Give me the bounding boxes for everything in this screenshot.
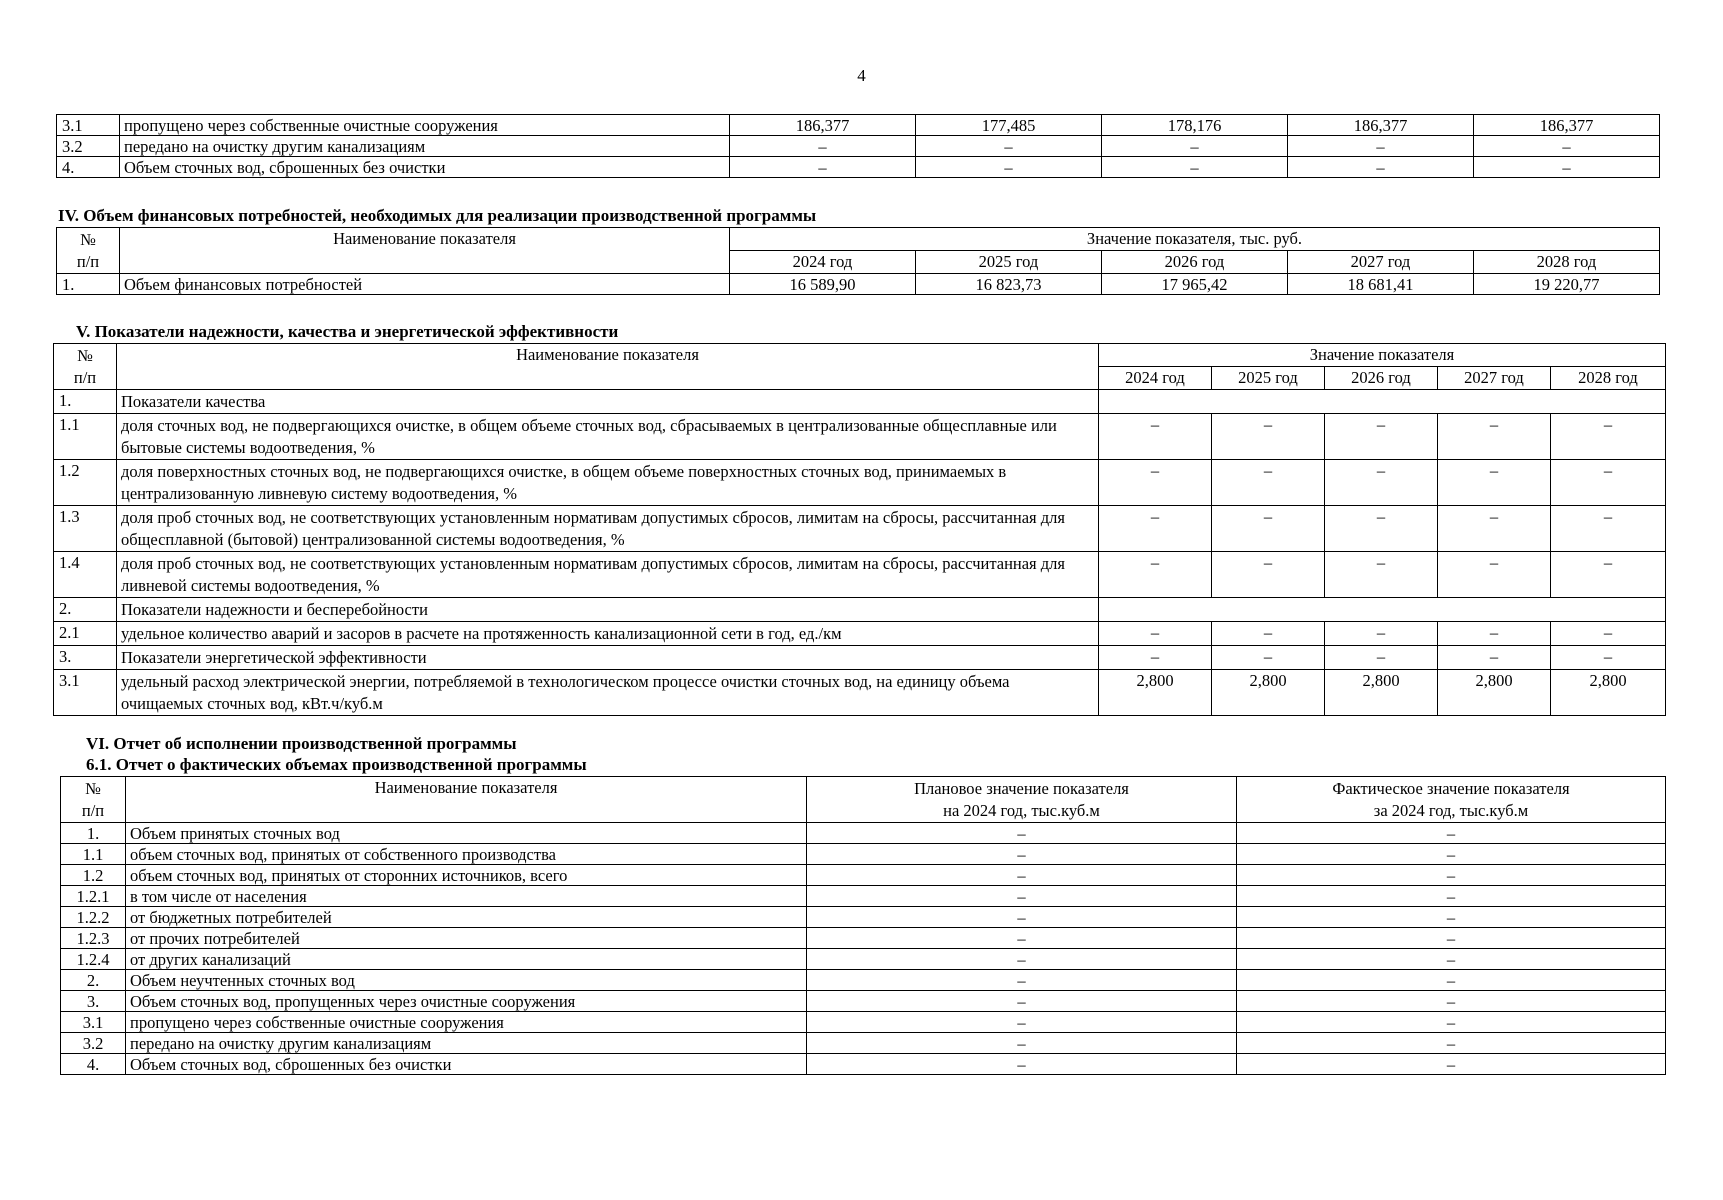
row-value: – [1551, 506, 1666, 552]
header-fact-line-2: за 2024 год, тыс.куб.м [1373, 801, 1529, 820]
year-header: 2028 год [1551, 367, 1666, 390]
header-name: Наименование показателя [117, 344, 1099, 390]
header-num-line-1: № [85, 779, 101, 798]
row-value: – [1438, 460, 1551, 506]
row-value: 2,800 [1551, 670, 1666, 716]
row-number: 1.2 [54, 460, 117, 506]
row-plan-value: – [807, 886, 1237, 907]
row-value: – [1438, 622, 1551, 646]
row-number: 1.2.4 [61, 949, 126, 970]
row-value: – [1474, 136, 1660, 157]
row-name: удельный расход электрической энергии, потребляемой в технологическом процессе очистки сточных вод, на единицу объема очищаемых сточных вод, кВт.ч/куб.м [117, 670, 1099, 716]
table-row [54, 506, 1666, 552]
year-header: 2026 год [1102, 251, 1288, 274]
section-6-1-subtitle: 6.1. Отчет о фактических объемах производственной программы [86, 755, 587, 774]
row-value: – [916, 136, 1102, 157]
row-number: 1.3 [54, 506, 117, 552]
row-value: – [1212, 646, 1325, 670]
row-name: Показатели энергетической эффективности [117, 646, 1099, 670]
row-plan-value: – [807, 865, 1237, 886]
row-value: – [1099, 622, 1212, 646]
row-number: 2. [61, 970, 126, 991]
row-name: Объем сточных вод, сброшенных без очистки [126, 1054, 807, 1075]
row-number: 3.2 [57, 136, 120, 157]
table-row [61, 991, 1666, 1012]
row-fact-value: – [1237, 1033, 1666, 1054]
table-row [61, 1012, 1666, 1033]
header-num-line-2: п/п [76, 252, 100, 271]
table-row [57, 136, 1660, 157]
header-fact [1237, 777, 1666, 823]
year-header: 2028 год [1474, 251, 1660, 274]
table-reliability-indicators [53, 343, 1666, 716]
row-value: 178,176 [1102, 115, 1288, 136]
row-name: пропущено через собственные очистные сооружения [126, 1012, 807, 1033]
row-number: 4. [57, 157, 120, 178]
header-plan-line-1: Плановое значение показателя [914, 779, 1129, 798]
row-value: 186,377 [730, 115, 916, 136]
row-value: – [1102, 157, 1288, 178]
row-value: 16 823,73 [916, 274, 1102, 295]
table-row [54, 552, 1666, 598]
row-number: 4. [61, 1054, 126, 1075]
year-header: 2024 год [1099, 367, 1212, 390]
row-value: – [916, 157, 1102, 178]
year-header: 2025 год [1212, 367, 1325, 390]
table-financial-needs [56, 227, 1660, 295]
row-plan-value: – [807, 844, 1237, 865]
year-header: 2025 год [916, 251, 1102, 274]
row-value: – [1099, 414, 1212, 460]
table-row [57, 157, 1660, 178]
table-row [61, 970, 1666, 991]
row-value: – [1438, 414, 1551, 460]
row-plan-value: – [807, 1033, 1237, 1054]
row-value: – [1212, 506, 1325, 552]
table-row [54, 460, 1666, 506]
row-value: – [1212, 552, 1325, 598]
row-value: – [1551, 552, 1666, 598]
header-num [61, 777, 126, 823]
table-row [54, 646, 1666, 670]
row-name: от других канализаций [126, 949, 807, 970]
row-fact-value: – [1237, 844, 1666, 865]
header-num [54, 344, 117, 390]
row-value: – [1325, 552, 1438, 598]
row-fact-value: – [1237, 991, 1666, 1012]
row-value: – [1474, 157, 1660, 178]
row-name: Объем сточных вод, сброшенных без очистки [120, 157, 730, 178]
row-fact-value: – [1237, 907, 1666, 928]
table-row [61, 823, 1666, 844]
row-number: 1.2.3 [61, 928, 126, 949]
row-plan-value: – [807, 1012, 1237, 1033]
row-name: Показатели надежности и бесперебойности [117, 598, 1099, 622]
table-row [61, 886, 1666, 907]
row-number: 2. [54, 598, 117, 622]
header-num [57, 228, 120, 274]
row-number: 1.2.2 [61, 907, 126, 928]
row-number: 1.1 [54, 414, 117, 460]
row-value: – [1438, 506, 1551, 552]
row-name: доля поверхностных сточных вод, не подвергающихся очистке, в общем объеме поверхностных сточных вод, принимаемых в централизованную ливневую систему водоотведения, % [117, 460, 1099, 506]
row-name: передано на очистку другим канализациям [120, 136, 730, 157]
row-name: доля проб сточных вод, не соответствующих установленным нормативам допустимых сбросов, лимитам на сбросы, рассчитанная для ливневой системы водоотведения, % [117, 552, 1099, 598]
table-row [57, 115, 1660, 136]
row-value: – [1438, 646, 1551, 670]
row-name: удельное количество аварий и засоров в расчете на протяженность канализационной сети в год, ед./км [117, 622, 1099, 646]
row-name: Показатели качества [117, 390, 1099, 414]
row-fact-value: – [1237, 865, 1666, 886]
table-row [54, 622, 1666, 646]
row-fact-value: – [1237, 949, 1666, 970]
header-value: Значение показателя [1099, 344, 1666, 367]
row-value: – [1102, 136, 1288, 157]
row-number: 3. [54, 646, 117, 670]
row-fact-value: – [1237, 1054, 1666, 1075]
row-value: – [1212, 460, 1325, 506]
row-number: 3.1 [57, 115, 120, 136]
header-num-line-1: № [77, 346, 93, 365]
row-number: 1.2.1 [61, 886, 126, 907]
header-num-line-2: п/п [73, 368, 97, 387]
row-number: 1. [54, 390, 117, 414]
row-value: – [1288, 136, 1474, 157]
table-row [54, 414, 1666, 460]
row-number: 1.2 [61, 865, 126, 886]
section-5-title: V. Показатели надежности, качества и энергетической эффективности [76, 322, 619, 341]
row-name: объем сточных вод, принятых от собственного производства [126, 844, 807, 865]
row-value: 2,800 [1212, 670, 1325, 716]
table-row [61, 844, 1666, 865]
row-number: 1.4 [54, 552, 117, 598]
row-number: 1. [61, 823, 126, 844]
row-value: 186,377 [1474, 115, 1660, 136]
row-value: – [730, 136, 916, 157]
row-value: 2,800 [1438, 670, 1551, 716]
year-header: 2024 год [730, 251, 916, 274]
table-row [54, 670, 1666, 716]
row-value: 2,800 [1099, 670, 1212, 716]
table-row [61, 865, 1666, 886]
row-number: 1. [57, 274, 120, 295]
table-row [57, 274, 1660, 295]
row-value: 186,377 [1288, 115, 1474, 136]
row-fact-value: – [1237, 928, 1666, 949]
row-value: 16 589,90 [730, 274, 916, 295]
table-row [61, 928, 1666, 949]
row-number: 3.1 [54, 670, 117, 716]
row-value: – [1099, 460, 1212, 506]
row-number: 3. [61, 991, 126, 1012]
header-name: Наименование показателя [126, 777, 807, 823]
row-number: 2.1 [54, 622, 117, 646]
row-name: от прочих потребителей [126, 928, 807, 949]
row-name: пропущено через собственные очистные сооружения [120, 115, 730, 136]
page-number: 4 [857, 66, 866, 85]
row-name: от бюджетных потребителей [126, 907, 807, 928]
row-value: – [1325, 460, 1438, 506]
row-value-empty [1099, 390, 1666, 414]
row-plan-value: – [807, 970, 1237, 991]
row-name: доля проб сточных вод, не соответствующих установленным нормативам допустимых сбросов, лимитам на сбросы, рассчитанная для общесплавной (бытовой) централизованной системы водоотведения, % [117, 506, 1099, 552]
row-name: Объем неучтенных сточных вод [126, 970, 807, 991]
row-fact-value: – [1237, 823, 1666, 844]
row-value: 18 681,41 [1288, 274, 1474, 295]
header-fact-line-1: Фактическое значение показателя [1332, 779, 1570, 798]
year-header: 2026 год [1325, 367, 1438, 390]
row-value: 19 220,77 [1474, 274, 1660, 295]
header-name: Наименование показателя [120, 228, 730, 274]
row-name: доля сточных вод, не подвергающихся очистке, в общем объеме сточных вод, сбрасываемых в централизованные общесплавные или бытовые системы водоотведения, % [117, 414, 1099, 460]
row-value: – [1099, 506, 1212, 552]
header-num-line-2: п/п [81, 801, 105, 820]
year-header: 2027 год [1438, 367, 1551, 390]
row-fact-value: – [1237, 1012, 1666, 1033]
row-number: 3.1 [61, 1012, 126, 1033]
row-value: 2,800 [1325, 670, 1438, 716]
table-row [61, 949, 1666, 970]
row-name: в том числе от населения [126, 886, 807, 907]
row-value: – [1325, 414, 1438, 460]
row-value: – [1099, 646, 1212, 670]
row-value: 177,485 [916, 115, 1102, 136]
header-plan [807, 777, 1237, 823]
row-value: – [1438, 552, 1551, 598]
header-plan-line-2: на 2024 год, тыс.куб.м [943, 801, 1100, 820]
year-header: 2027 год [1288, 251, 1474, 274]
row-plan-value: – [807, 1054, 1237, 1075]
row-value: – [1551, 646, 1666, 670]
table-production-report [60, 776, 1666, 1075]
row-value: – [1551, 414, 1666, 460]
row-name: объем сточных вод, принятых от сторонних источников, всего [126, 865, 807, 886]
row-value: – [1551, 622, 1666, 646]
table-row [61, 1054, 1666, 1075]
row-plan-value: – [807, 907, 1237, 928]
row-value: 17 965,42 [1102, 274, 1288, 295]
row-value: – [1212, 414, 1325, 460]
row-fact-value: – [1237, 970, 1666, 991]
row-value: – [1551, 460, 1666, 506]
row-plan-value: – [807, 928, 1237, 949]
table-top-continuation [56, 114, 1660, 178]
table-row [61, 907, 1666, 928]
row-value-empty [1099, 598, 1666, 622]
table-row [61, 1033, 1666, 1054]
row-value: – [1325, 506, 1438, 552]
header-num-line-1: № [80, 230, 96, 249]
row-number: 1.1 [61, 844, 126, 865]
row-name: передано на очистку другим канализациям [126, 1033, 807, 1054]
section-6-title: VI. Отчет об исполнении производственной программы [86, 734, 517, 753]
row-number: 3.2 [61, 1033, 126, 1054]
row-plan-value: – [807, 991, 1237, 1012]
row-plan-value: – [807, 823, 1237, 844]
row-name: Объем сточных вод, пропущенных через очистные сооружения [126, 991, 807, 1012]
row-plan-value: – [807, 949, 1237, 970]
row-value: – [730, 157, 916, 178]
row-name: Объем принятых сточных вод [126, 823, 807, 844]
row-value: – [1288, 157, 1474, 178]
row-value: – [1099, 552, 1212, 598]
row-value: – [1212, 622, 1325, 646]
header-value: Значение показателя, тыс. руб. [730, 228, 1660, 251]
table-row [54, 598, 1666, 622]
row-name: Объем финансовых потребностей [120, 274, 730, 295]
row-fact-value: – [1237, 886, 1666, 907]
row-value: – [1325, 622, 1438, 646]
table-row [54, 390, 1666, 414]
section-4-title: IV. Объем финансовых потребностей, необходимых для реализации производственной программы [58, 206, 817, 225]
row-value: – [1325, 646, 1438, 670]
